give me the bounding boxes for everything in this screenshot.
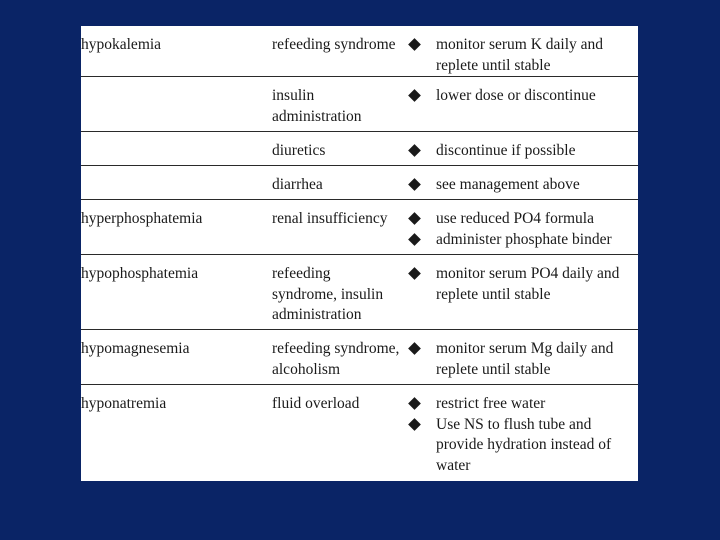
management-line: monitor serum K daily and bbox=[436, 36, 604, 53]
management-line: use reduced PO4 formula bbox=[436, 210, 594, 227]
diamond-bullet-icon bbox=[406, 141, 426, 162]
table-row bbox=[81, 255, 638, 330]
management-cell bbox=[436, 264, 619, 305]
management-line: discontinue if possible bbox=[436, 142, 576, 159]
cause-line: refeeding syndrome, bbox=[272, 340, 400, 357]
diamond-bullet-icon bbox=[406, 339, 426, 360]
management-line: replete until stable bbox=[436, 360, 551, 378]
management-line: provide hydration instead of bbox=[436, 436, 612, 453]
bullet-column bbox=[406, 209, 426, 250]
table-row bbox=[81, 26, 638, 77]
diamond-bullet-icon bbox=[406, 264, 426, 285]
condition-cell: hypokalemia bbox=[81, 36, 162, 53]
table-row bbox=[81, 166, 638, 200]
diamond-bullet-icon bbox=[406, 415, 426, 436]
cause-line: diuretics bbox=[272, 142, 326, 159]
condition-cell: hypophosphatemia bbox=[81, 265, 199, 282]
diamond-bullet-icon bbox=[406, 230, 426, 251]
cause-line: diarrhea bbox=[272, 176, 323, 193]
management-cell bbox=[436, 35, 603, 76]
bullet-column bbox=[406, 86, 426, 107]
cause-cell bbox=[272, 86, 362, 127]
bullet-column bbox=[406, 264, 426, 285]
table-row bbox=[81, 330, 638, 385]
table-row bbox=[81, 385, 638, 481]
management-cell bbox=[436, 86, 596, 107]
diamond-bullet-icon bbox=[406, 209, 426, 230]
management-cell bbox=[436, 175, 580, 196]
condition-cell: hyperphosphatemia bbox=[81, 210, 203, 227]
cause-cell bbox=[272, 175, 323, 196]
bullet-column bbox=[406, 394, 426, 435]
cause-line: insulin bbox=[272, 87, 315, 104]
table-row bbox=[81, 200, 638, 255]
bullet-column bbox=[406, 175, 426, 196]
cause-line: fluid overload bbox=[272, 395, 360, 412]
cause-cell bbox=[272, 264, 383, 326]
management-line: restrict free water bbox=[436, 395, 546, 412]
bullet-column bbox=[406, 141, 426, 162]
management-line: monitor serum PO4 daily and bbox=[436, 265, 620, 282]
cause-cell bbox=[272, 394, 359, 415]
bullet-column bbox=[406, 339, 426, 360]
cause-cell bbox=[272, 209, 388, 230]
table-row bbox=[81, 77, 638, 132]
management-line: lower dose or discontinue bbox=[436, 87, 596, 104]
cause-line: administration bbox=[272, 306, 362, 323]
cause-line: refeeding bbox=[272, 265, 331, 282]
management-line: monitor serum Mg daily and bbox=[436, 340, 614, 357]
diamond-bullet-icon bbox=[406, 35, 426, 56]
diamond-bullet-icon bbox=[406, 394, 426, 415]
bullet-column bbox=[406, 35, 426, 56]
slide-table bbox=[81, 26, 638, 481]
diamond-bullet-icon bbox=[406, 175, 426, 196]
cause-line: renal insufficiency bbox=[272, 210, 388, 227]
condition-cell: hypomagnesemia bbox=[81, 340, 190, 357]
management-cell bbox=[436, 339, 613, 380]
cause-line: alcoholism bbox=[272, 360, 341, 378]
condition-cell: hyponatremia bbox=[81, 395, 167, 412]
management-line: water bbox=[436, 456, 471, 474]
table-row bbox=[81, 132, 638, 166]
management-line: see management above bbox=[436, 176, 580, 193]
management-cell bbox=[436, 394, 611, 476]
cause-cell bbox=[272, 141, 325, 162]
cause-line: refeeding syndrome bbox=[272, 36, 396, 53]
diamond-bullet-icon bbox=[406, 86, 426, 107]
cause-line: administration bbox=[272, 107, 362, 125]
management-line: Use NS to flush tube and bbox=[436, 415, 592, 433]
management-line: replete until stable bbox=[436, 285, 551, 303]
cause-cell bbox=[272, 35, 396, 56]
management-cell bbox=[436, 209, 612, 250]
cause-cell bbox=[272, 339, 399, 380]
management-line: replete until stable bbox=[436, 56, 551, 74]
cause-line: syndrome, insulin bbox=[272, 285, 384, 303]
management-cell bbox=[436, 141, 576, 162]
management-line: administer phosphate binder bbox=[436, 230, 612, 248]
